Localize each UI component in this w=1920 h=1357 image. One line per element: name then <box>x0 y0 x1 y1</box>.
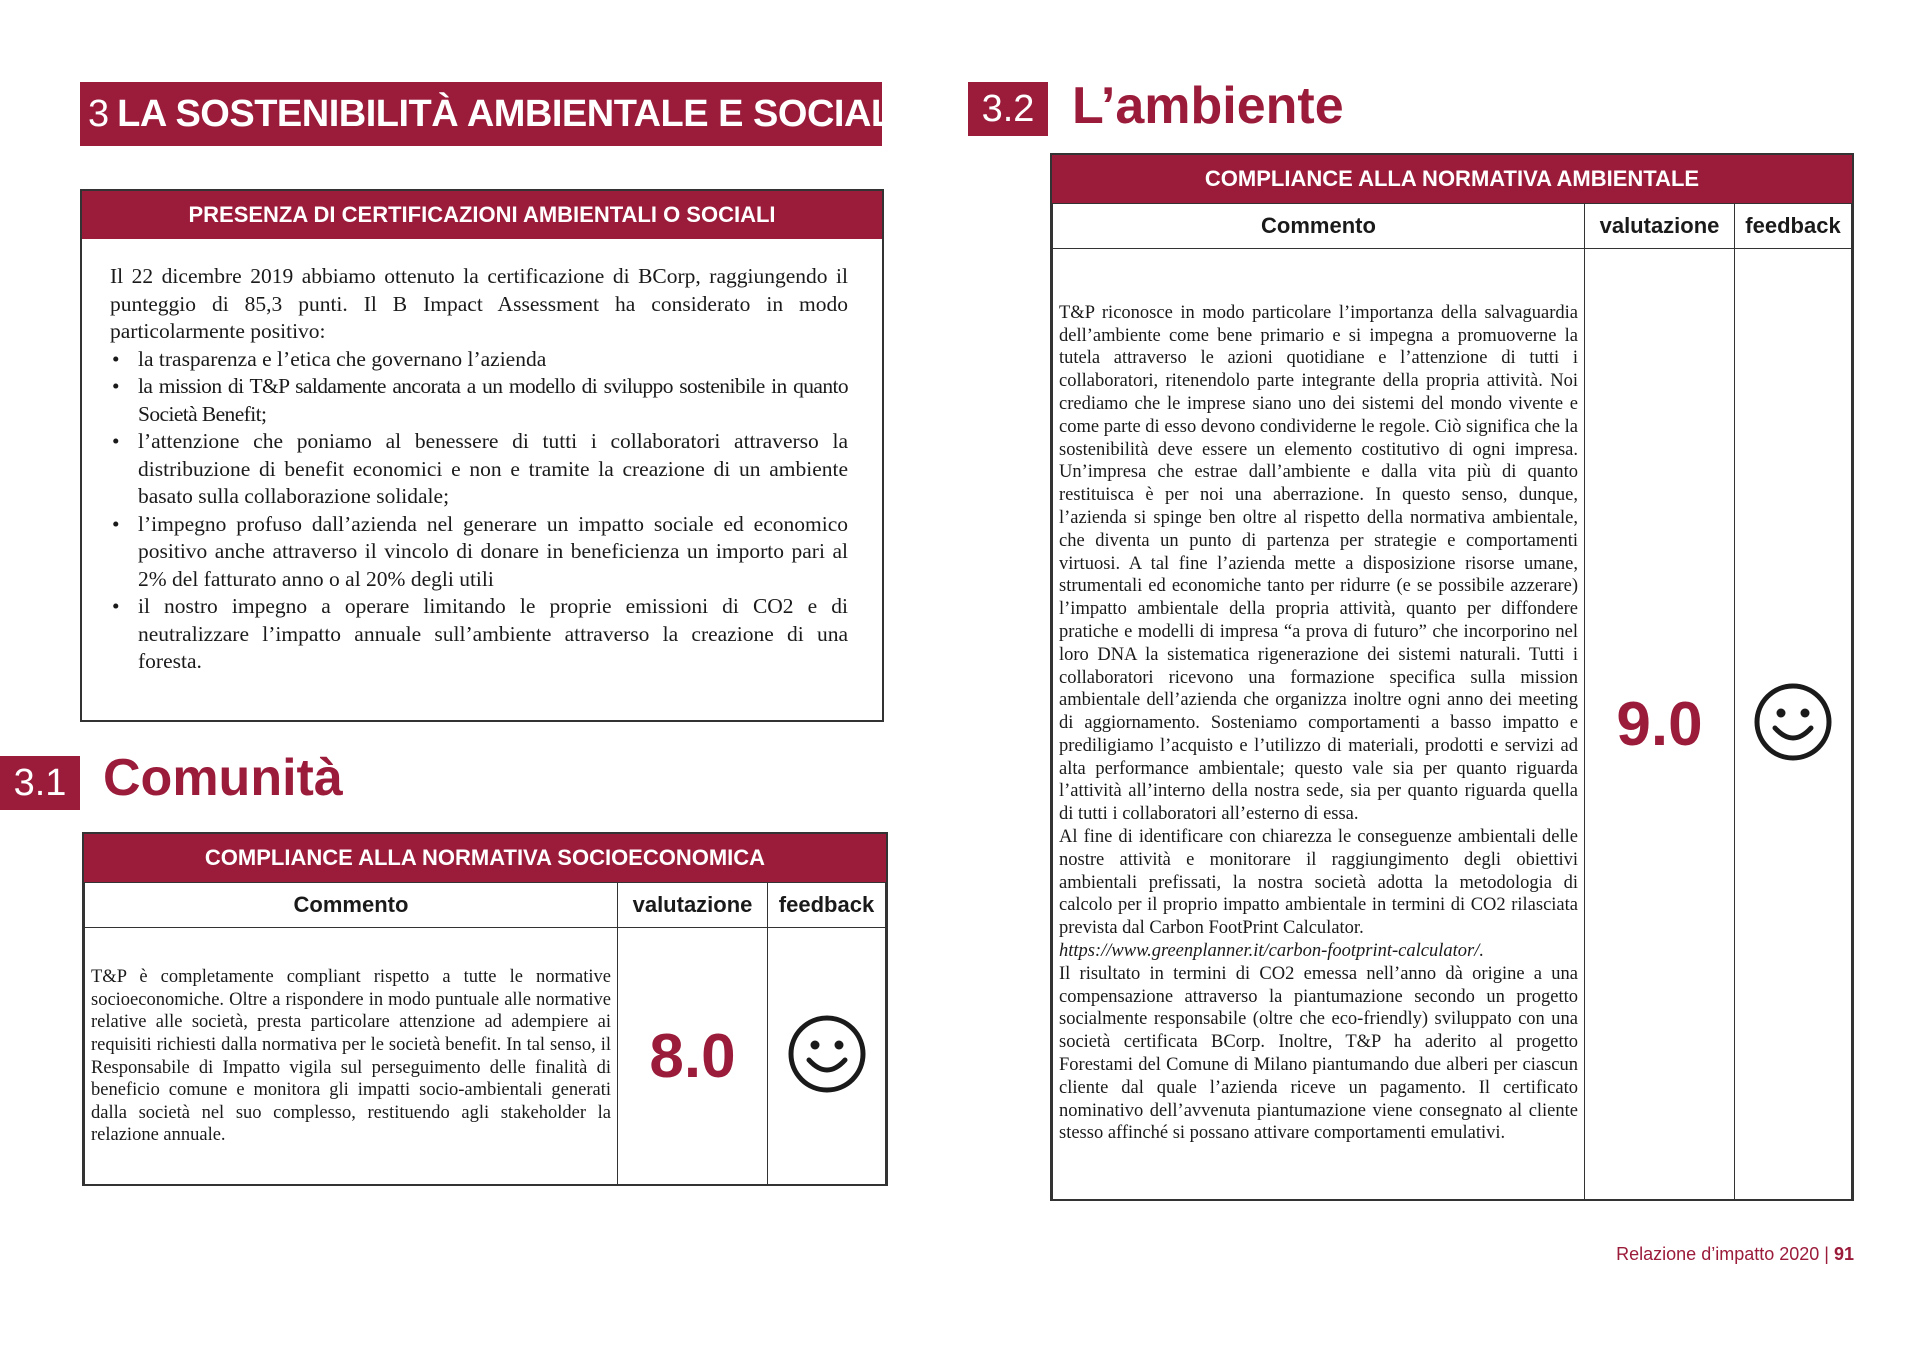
list-item: • l’attenzione che poniamo al benessere di tutti i collaboratori attraverso la distribuzione di benefit economici e non e tramite la creazione di un ambiente basato sulla collaborazione solidale; <box>138 428 848 511</box>
list-item: • l’impegno profuso dall’azienda nel generare un impatto sociale ed economico positivo anche attraverso il vincolo di donare in beneficienza un importo pari al 2% del fatturato anno o al 20% degli utili <box>138 511 848 594</box>
socioeconomic-feedback <box>768 928 886 1186</box>
certifications-box-title: PRESENZA DI CERTIFICAZIONI AMBIENTALI O SOCIALI <box>82 191 882 239</box>
environmental-comment-paragraph-2: Al fine di identificare con chiarezza le conseguenze ambientali delle nostre attività e monitorare il raggiungimento degli obiettivi ambientali prefissati, la nostra società adotta la metodologia di calcolo per il proprio impatto ambientale in termini di CO2 rilasciata prevista dal Carbon FootPrint Calculator. <box>1059 827 1578 939</box>
carbon-calculator-link[interactable]: https://www.greenplanner.it/carbon-footprint-calculator/. <box>1059 941 1484 962</box>
section-title-comunita: Comunità <box>103 749 343 807</box>
smiley-face-icon <box>1753 749 1833 766</box>
list-item: • la trasparenza e l’etica che governano l’azienda <box>138 346 848 374</box>
environmental-score: 9.0 <box>1585 249 1735 1201</box>
chapter-title: LA SOSTENIBILITÀ AMBIENTALE E SOCIALE <box>117 92 919 135</box>
socioeconomic-comment: T&P è completamente compliant rispetto a tutte le normative socioeconomiche. Oltre a rispondere in modo puntuale alle normative relative alle società, presta particolare attenzione ad adempiere ai requisiti richiesti dalla normativa per le società benefit. In tal senso, il Responsabile di Impatto vigila sul perseguimento delle finalità di beneficio comune e monitora gli impatti socio-ambientali generati dalla società nel suo complesso, restituendo agli stakeholder la relazione annuale. <box>85 928 618 1186</box>
environmental-compliance-table <box>1050 153 1854 1201</box>
chapter-heading <box>80 82 919 146</box>
column-header-score: valutazione <box>618 883 768 928</box>
column-header-feedback: feedback <box>768 883 886 928</box>
certifications-box <box>80 189 884 722</box>
socioeconomic-compliance-table <box>82 832 888 1186</box>
certifications-intro: Il 22 dicembre 2019 abbiamo ottenuto la certificazione di BCorp, raggiungendo il punteggio di 85,3 punti. Il B Impact Assessment ha considerato in modo particolarmente positivo: <box>110 264 848 343</box>
socioeconomic-score: 8.0 <box>618 928 768 1186</box>
page-number: 91 <box>1833 1244 1854 1264</box>
column-header-comment: Commento <box>85 883 618 928</box>
chapter-number: 3 <box>88 92 110 135</box>
page-footer <box>1616 1244 1854 1265</box>
environmental-feedback <box>1735 249 1852 1201</box>
section-number-3-2: 3.2 <box>968 82 1048 136</box>
list-item: • la mission di T&P saldamente ancorata a un modello di sviluppo sostenibile in quanto Società Benefit; <box>138 373 848 428</box>
certifications-list <box>110 346 848 676</box>
smiley-face-icon <box>787 1081 867 1098</box>
environmental-comment <box>1053 249 1585 1201</box>
section-title-ambiente: L’ambiente <box>1072 77 1344 135</box>
footer-text: Relazione d’impatto 2020 | <box>1616 1244 1829 1264</box>
certifications-body <box>82 239 882 676</box>
environmental-comment-paragraph-1: T&P riconosce in modo particolare l’importanza della salvaguardia dell’ambiente come bene primario e si impegna a promuoverne la tutela attraverso le azioni quotidiane e l’attenzione di tutti i collaboratori, ritenendolo parte integrante della propria attività. Noi crediamo che le imprese siano uno dei sistemi del mondo vivente e come parte di esso devono condividerne le regole. Ciò significa che la sostenibilità deve essere un elemento costitutivo di ogni impresa. Un’impresa che estrae dall’ambiente e dalla vita più di quanto restituisca è per noi una aberrazione. In questo senso, dunque, l’azienda si spinge ben oltre al rispetto della normativa ambientale, che diventa un punto di partenza per strategie e comportamenti virtuosi. A tal fine l’azienda mette a disposizione risorse umane, strumentali ed economiche tanto per ridurre (e se possibile azzerare) l’impatto ambientale della propria attività, quanto per diffondere pratiche e modelli di impresa “a prova di futuro” che incorporino nel loro DNA la sistematica rigenerazione dei sistemi naturali. Tutti i collaboratori ricevono una formazione specifica sulla mission ambientale dell’azienda che organizza inoltre ogni anno dei meeting di aggiornamento. Sosteniamo comportamenti a basso impatto e prediligiamo l’acquisto e l’utilizzo di materiali, prodotti e servizi ad alta performance ambientale; questo vale sia per quanto riguarda l’attività all’interno della nostra sede, sia per quanto riguarda quella di tutti i collaboratori all’esterno di essa. <box>1059 302 1578 825</box>
environmental-comment-paragraph-3: Il risultato in termini di CO2 emessa nell’anno dà origine a una compensazione attraverso la piantumazione secondo un progetto socialmente responsabile (oltre che eco-friendly) sviluppato con una società certificata BCorp. Inoltre, T&P ha aderito al progetto Forestami del Comune di Milano piantumando due alberi per ciascun cliente dal quale l’azienda riceve un pagamento. Il certificato nominativo dell’avvenuta piantumazione viene consegnato al cliente stesso affinché si possano attivare comportamenti emulativi. <box>1059 963 1578 1144</box>
column-header-comment: Commento <box>1053 204 1585 249</box>
environmental-table-title: COMPLIANCE ALLA NORMATIVA AMBIENTALE <box>1052 155 1852 203</box>
column-header-feedback: feedback <box>1735 204 1852 249</box>
list-item: • il nostro impegno a operare limitando le proprie emissioni di CO2 e di neutralizzare l’impatto annuale sull’ambiente attraverso la creazione di una foresta. <box>138 593 848 676</box>
section-number-3-1: 3.1 <box>0 756 80 810</box>
column-header-score: valutazione <box>1585 204 1735 249</box>
socioeconomic-table-title: COMPLIANCE ALLA NORMATIVA SOCIOECONOMICA <box>84 834 886 882</box>
